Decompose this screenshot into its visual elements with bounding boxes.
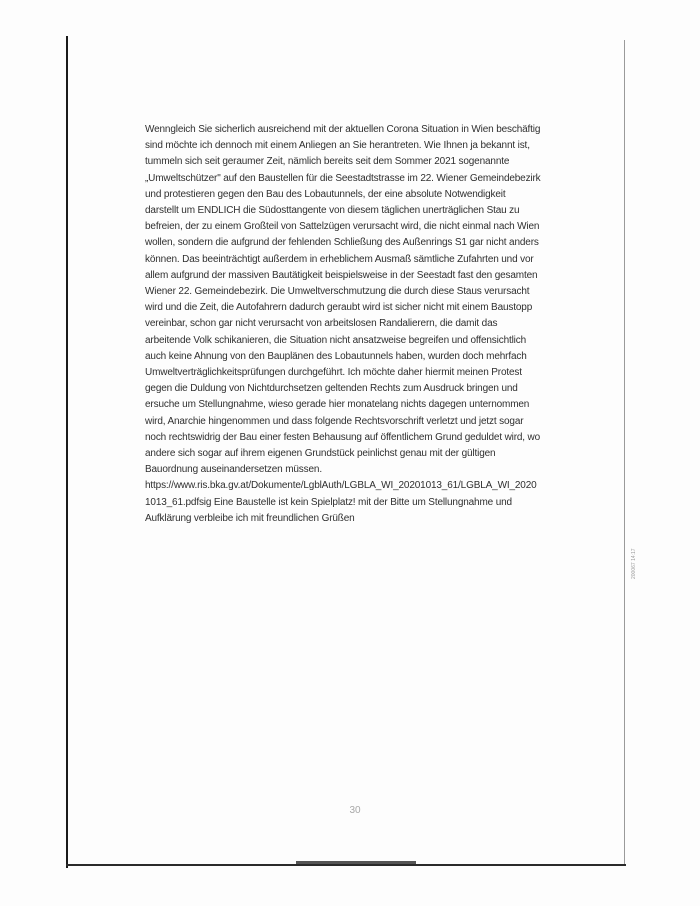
side-stamp-text: 200067 14:17 <box>631 548 637 579</box>
letter-line: ersuche um Stellungnahme, wieso gerade hier monatelang nichts dagegen unternommen <box>145 399 530 411</box>
letter-line: allem aufgrund der massiven Bautätigkeit beispielsweise in der Seestadt fast den gesamten <box>145 269 538 281</box>
letter-line: Umweltverträglichkeitsprüfungen durchgeführt. Ich möchte daher hiermit meinen Protest <box>145 367 522 379</box>
letter-body <box>145 122 565 527</box>
letter-line: Wiener 22. Gemeindebezirk. Die Umweltverschmutzung die durch diese Staus verursacht <box>145 286 530 298</box>
letter-line: tummeln sich seit geraumer Zeit, nämlich bereits seit dem Sommer 2021 sogenannte <box>145 156 510 168</box>
side-stamp <box>630 520 638 580</box>
letter-line: wollen, sondern die aufgrund der fehlenden Schließung des Außenrings S1 gar nicht anders <box>145 237 539 249</box>
letter-line: Bauordnung auseinandersetzen müssen. <box>145 464 322 476</box>
scan-edge-right <box>624 40 625 864</box>
letter-line: darstellt um ENDLICH die Südosttangente von diesem täglichen unerträglichen Stau zu <box>145 205 520 217</box>
letter-line: und protestieren gegen den Bau des Lobautunnels, der eine absolute Notwendigkeit <box>145 188 506 200</box>
link-line[interactable]: https://www.ris.bka.gv.at/Dokumente/LgblAuth/LGBLA_WI_20201013_61/LGBLA_WI_2020 <box>145 480 537 492</box>
letter-line: vereinbar, schon gar nicht verursacht von arbeitslosen Randalierern, die damit das <box>145 318 498 330</box>
letter-line: auch keine Ahnung von den Bauplänen des Lobautunnels haben, wurden doch mehrfach <box>145 350 527 362</box>
letter-line: können. Das beeinträchtigt außerdem in erheblichem Ausmaß sämtliche Zufahrten und vor <box>145 253 534 265</box>
letter-line: sind möchte ich dennoch mit einem Anliegen an Sie herantreten. Wie Ihnen ja bekannt ist, <box>145 140 530 152</box>
closing-line: Aufklärung verbleibe ich mit freundlichen Grüßen <box>145 512 355 524</box>
letter-line: wird, Anarchie hingenommen und dass folgende Rechtsvorschrift verletzt und jetzt sogar <box>145 415 524 427</box>
letter-line: noch rechtswidrig der Bau einer festen Behausung auf öffentlichem Grund geduldet wird, wo <box>145 431 541 443</box>
scan-edge-bottom-mark <box>296 861 416 864</box>
letter-line: wird und die Zeit, die Autofahrern dadurch geraubt wird ist sicher nicht mit einem Baustopp <box>145 302 533 314</box>
scan-edge-left <box>66 36 68 868</box>
letter-line: Wenngleich Sie sicherlich ausreichend mit der aktuellen Corona Situation in Wien beschäftig <box>145 124 541 135</box>
letter-line: 1013_61.pdfsig Eine Baustelle ist kein Spielplatz! mit der Bitte um Stellungnahme und <box>145 496 512 508</box>
letter-line: „Umweltschützer" auf den Baustellen für die Seestadtstrasse im 22. Wiener Gemeindebezirk <box>145 172 541 184</box>
letter-line: gegen die Duldung von Nichtdurchsetzen geltenden Rechts zum Ausdruck bringen und <box>145 383 518 395</box>
letter-line: arbeitende Volk schikanieren, die Situation nicht ansatzweise begreifen und offensichtlich <box>145 334 527 346</box>
letter-line: befreien, der zu einem Großteil von Sattelzügen verursacht wird, die nicht einmal nach Wien <box>145 221 540 233</box>
page-number: 30 <box>349 805 361 816</box>
scan-edge-bottom <box>66 864 626 866</box>
letter-line: andere sich sogar auf ihrem eigenen Grundstück peinlichst genau mit der gültigen <box>145 448 496 460</box>
